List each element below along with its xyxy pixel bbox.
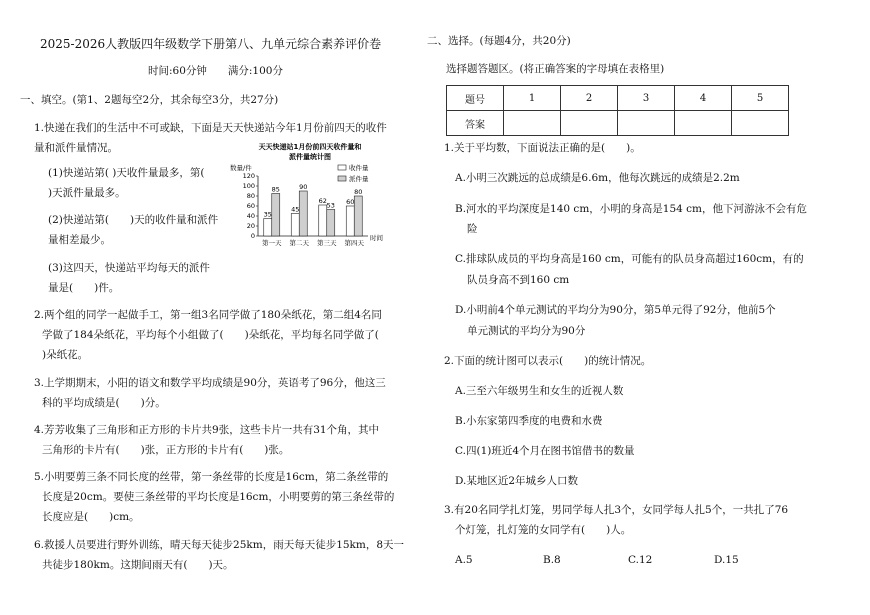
legend-swatch-send <box>338 176 346 181</box>
mc-q2-option-d: D.某地区近2年城乡人口数 <box>455 475 579 487</box>
mc-q2-option-a: A.三至六年级男生和女生的近视人数 <box>455 385 624 397</box>
y-tick-label: 100 <box>242 182 255 190</box>
q1-sub2b: 量相差最少。 <box>48 234 111 246</box>
answer-area-label: 选择题答题区。(将正确答案的字母填在表格里) <box>446 63 665 75</box>
table-row <box>447 111 789 136</box>
y-tick-label: 20 <box>246 222 255 230</box>
bar-value-label: 85 <box>271 185 280 194</box>
y-tick-label: 60 <box>246 202 255 210</box>
q3-line1: 3.上学期期末，小阳的语文和数学平均成绩是90分，英语考了96分，他这三 <box>34 377 386 389</box>
time-info: 时间:60分钟 满分:100分 <box>148 65 283 77</box>
q1-sub3b: 量是( )件。 <box>48 282 120 294</box>
bar-value-label: 80 <box>354 188 363 196</box>
mc-q2-option-c: C.四(1)班近4个月在图书馆借书的数量 <box>455 445 635 457</box>
answer-cell-5[interactable] <box>732 111 789 136</box>
bar-value-label: 35 <box>263 210 272 219</box>
table-answer-label: 答案 <box>447 111 504 136</box>
mc-q3-option-d: D.15 <box>714 554 739 566</box>
q4-line1: 4.芳芳收集了三角形和正方形的卡片共9张，这些卡片一共有31个角，其中 <box>34 424 380 436</box>
bar-value-label: 62 <box>318 197 327 205</box>
chart-ylabel: 数量/件 <box>230 164 252 172</box>
chart-title: 天天快递站1月份前四天收件量和 <box>258 143 362 151</box>
bar-receive <box>264 219 272 237</box>
mc-q1-option-c: C.排球队成员的平均身高是160 cm，可能有的队员身高超过160cm，有的 <box>455 253 804 265</box>
legend-swatch-receive <box>338 165 346 170</box>
q1-sub3a: (3)这四天，快递站平均每天的派件 <box>48 262 210 274</box>
y-tick-label: 40 <box>246 212 255 220</box>
q1-sub1b: )天派件量最多。 <box>48 187 126 199</box>
mc-q3-option-c: C.12 <box>628 554 653 566</box>
table-num-4: 4 <box>675 86 732 111</box>
mc-q1-option-c-cont: 队员身高不到160 cm <box>467 274 570 286</box>
chart-xlabel: 时间 <box>370 234 383 242</box>
mc-q1-option-d: D.小明前4个单元测试的平均分为90分，第5单元得了92分，他前5个 <box>455 304 776 316</box>
q5-line1: 5.小明要剪三条不同长度的丝带，第一条丝带的长度是16cm，第二条丝带的 <box>34 471 389 483</box>
section1-heading: 一、填空。(第1、2题每空2分，其余每空3分，共27分) <box>20 94 279 106</box>
mc-q3-option-a: A.5 <box>455 554 473 566</box>
x-tick-label: 第二天 <box>289 239 309 247</box>
q6-line1: 6.救援人员要进行野外训练，晴天每天徒步25km，雨天每天徒步15km，8天一 <box>34 539 405 551</box>
delivery-bar-chart <box>228 140 398 248</box>
answer-cell-1[interactable] <box>504 111 561 136</box>
q6-line2: 共徒步180km。这期间雨天有( )天。 <box>42 559 234 571</box>
table-num-1: 1 <box>504 86 561 111</box>
mc-q3-option-b: B.8 <box>543 554 561 566</box>
mc-q1-option-d-cont: 单元测试的平均分为90分 <box>467 325 586 337</box>
x-tick-label: 第一天 <box>262 239 282 247</box>
table-num-2: 2 <box>561 86 618 111</box>
q1-sub2a: (2)快递站第( )天的收件量和派件 <box>48 214 219 226</box>
q4-line2: 三角形的卡片有( )张，正方形的卡片有( )张。 <box>42 444 290 456</box>
mc-q3-line2: 个灯笼，扎灯笼的女同学有( )人。 <box>455 524 632 536</box>
q5-line2: 长度是20cm。要使三条丝带的平均长度是16cm，小明要剪的第三条丝带的 <box>42 491 395 503</box>
q3-line2: 科的平均成绩是( )分。 <box>42 397 166 409</box>
table-header-label: 题号 <box>447 86 504 111</box>
mc-q1-option-a: A.小明三次跳远的总成绩是6.6m，他每次跳远的成绩是2.2m <box>455 172 740 184</box>
table-num-5: 5 <box>732 86 789 111</box>
legend-label-receive: 收件量 <box>349 164 369 172</box>
q2-line2: 学做了184朵纸花，平均每个小组做了( )朵纸花，平均每名同学做了( <box>42 329 379 341</box>
answer-cell-2[interactable] <box>561 111 618 136</box>
bar-receive <box>291 214 299 237</box>
legend-label-send: 派件量 <box>349 175 369 183</box>
page-title: 2025-2026人教版四年级数学下册第八、九单元综合素养评价卷 <box>40 37 382 51</box>
mc-q2-option-b: B.小东家第四季度的电费和水费 <box>455 415 603 427</box>
bar-send <box>272 194 280 237</box>
q2-line3: )朵纸花。 <box>42 349 89 361</box>
bar-send <box>354 196 362 236</box>
mc-q2-stem: 2.下面的统计图可以表示( )的统计情况。 <box>444 355 652 367</box>
answer-table <box>446 85 789 136</box>
x-tick-label: 第三天 <box>317 239 337 247</box>
y-tick-label: 120 <box>242 172 255 180</box>
bar-send <box>327 210 335 237</box>
bar-send <box>299 191 307 236</box>
bar-value-label: 45 <box>291 205 300 214</box>
q2-line1: 2.两个组的同学一起做手工，第一组3名同学做了180朵纸花，第二组4名同 <box>34 309 382 321</box>
answer-cell-4[interactable] <box>675 111 732 136</box>
x-tick-label: 第四天 <box>344 239 364 247</box>
bar-value-label: 53 <box>326 201 335 210</box>
mc-q1-stem: 1.关于平均数，下面说法正确的是( )。 <box>444 142 641 154</box>
section2-heading: 二、选择。(每题4分，共20分) <box>427 35 571 47</box>
mc-q3-line1: 3.有20名同学扎灯笼，男同学每人扎3个，女同学每人扎5个，一共扎了76 <box>444 504 789 516</box>
chart-title-2: 派件量统计图 <box>289 153 331 161</box>
q1-sub1a: (1)快递站第( )天收件量最多，第( <box>48 167 205 179</box>
bar-value-label: 90 <box>299 183 308 191</box>
q5-line3: 长度应是( )cm。 <box>42 511 140 523</box>
bar-value-label: 60 <box>346 198 355 206</box>
table-num-3: 3 <box>618 86 675 111</box>
answer-cell-3[interactable] <box>618 111 675 136</box>
bar-receive <box>346 206 354 236</box>
table-row <box>447 86 789 111</box>
q1-line2: 量和派件量情况。 <box>34 142 118 154</box>
mc-q1-option-b-cont: 险 <box>467 223 478 235</box>
q1-line1: 1.快递在我们的生活中不可或缺，下面是天天快递站今年1月份前四天的收件 <box>34 122 387 134</box>
mc-q1-option-b: B.河水的平均深度是140 cm，小明的身高是154 cm，他下河游泳不会有危 <box>455 203 807 215</box>
y-tick-label: 80 <box>246 192 255 200</box>
bar-receive <box>319 205 327 236</box>
y-tick-label: 0 <box>250 232 255 240</box>
